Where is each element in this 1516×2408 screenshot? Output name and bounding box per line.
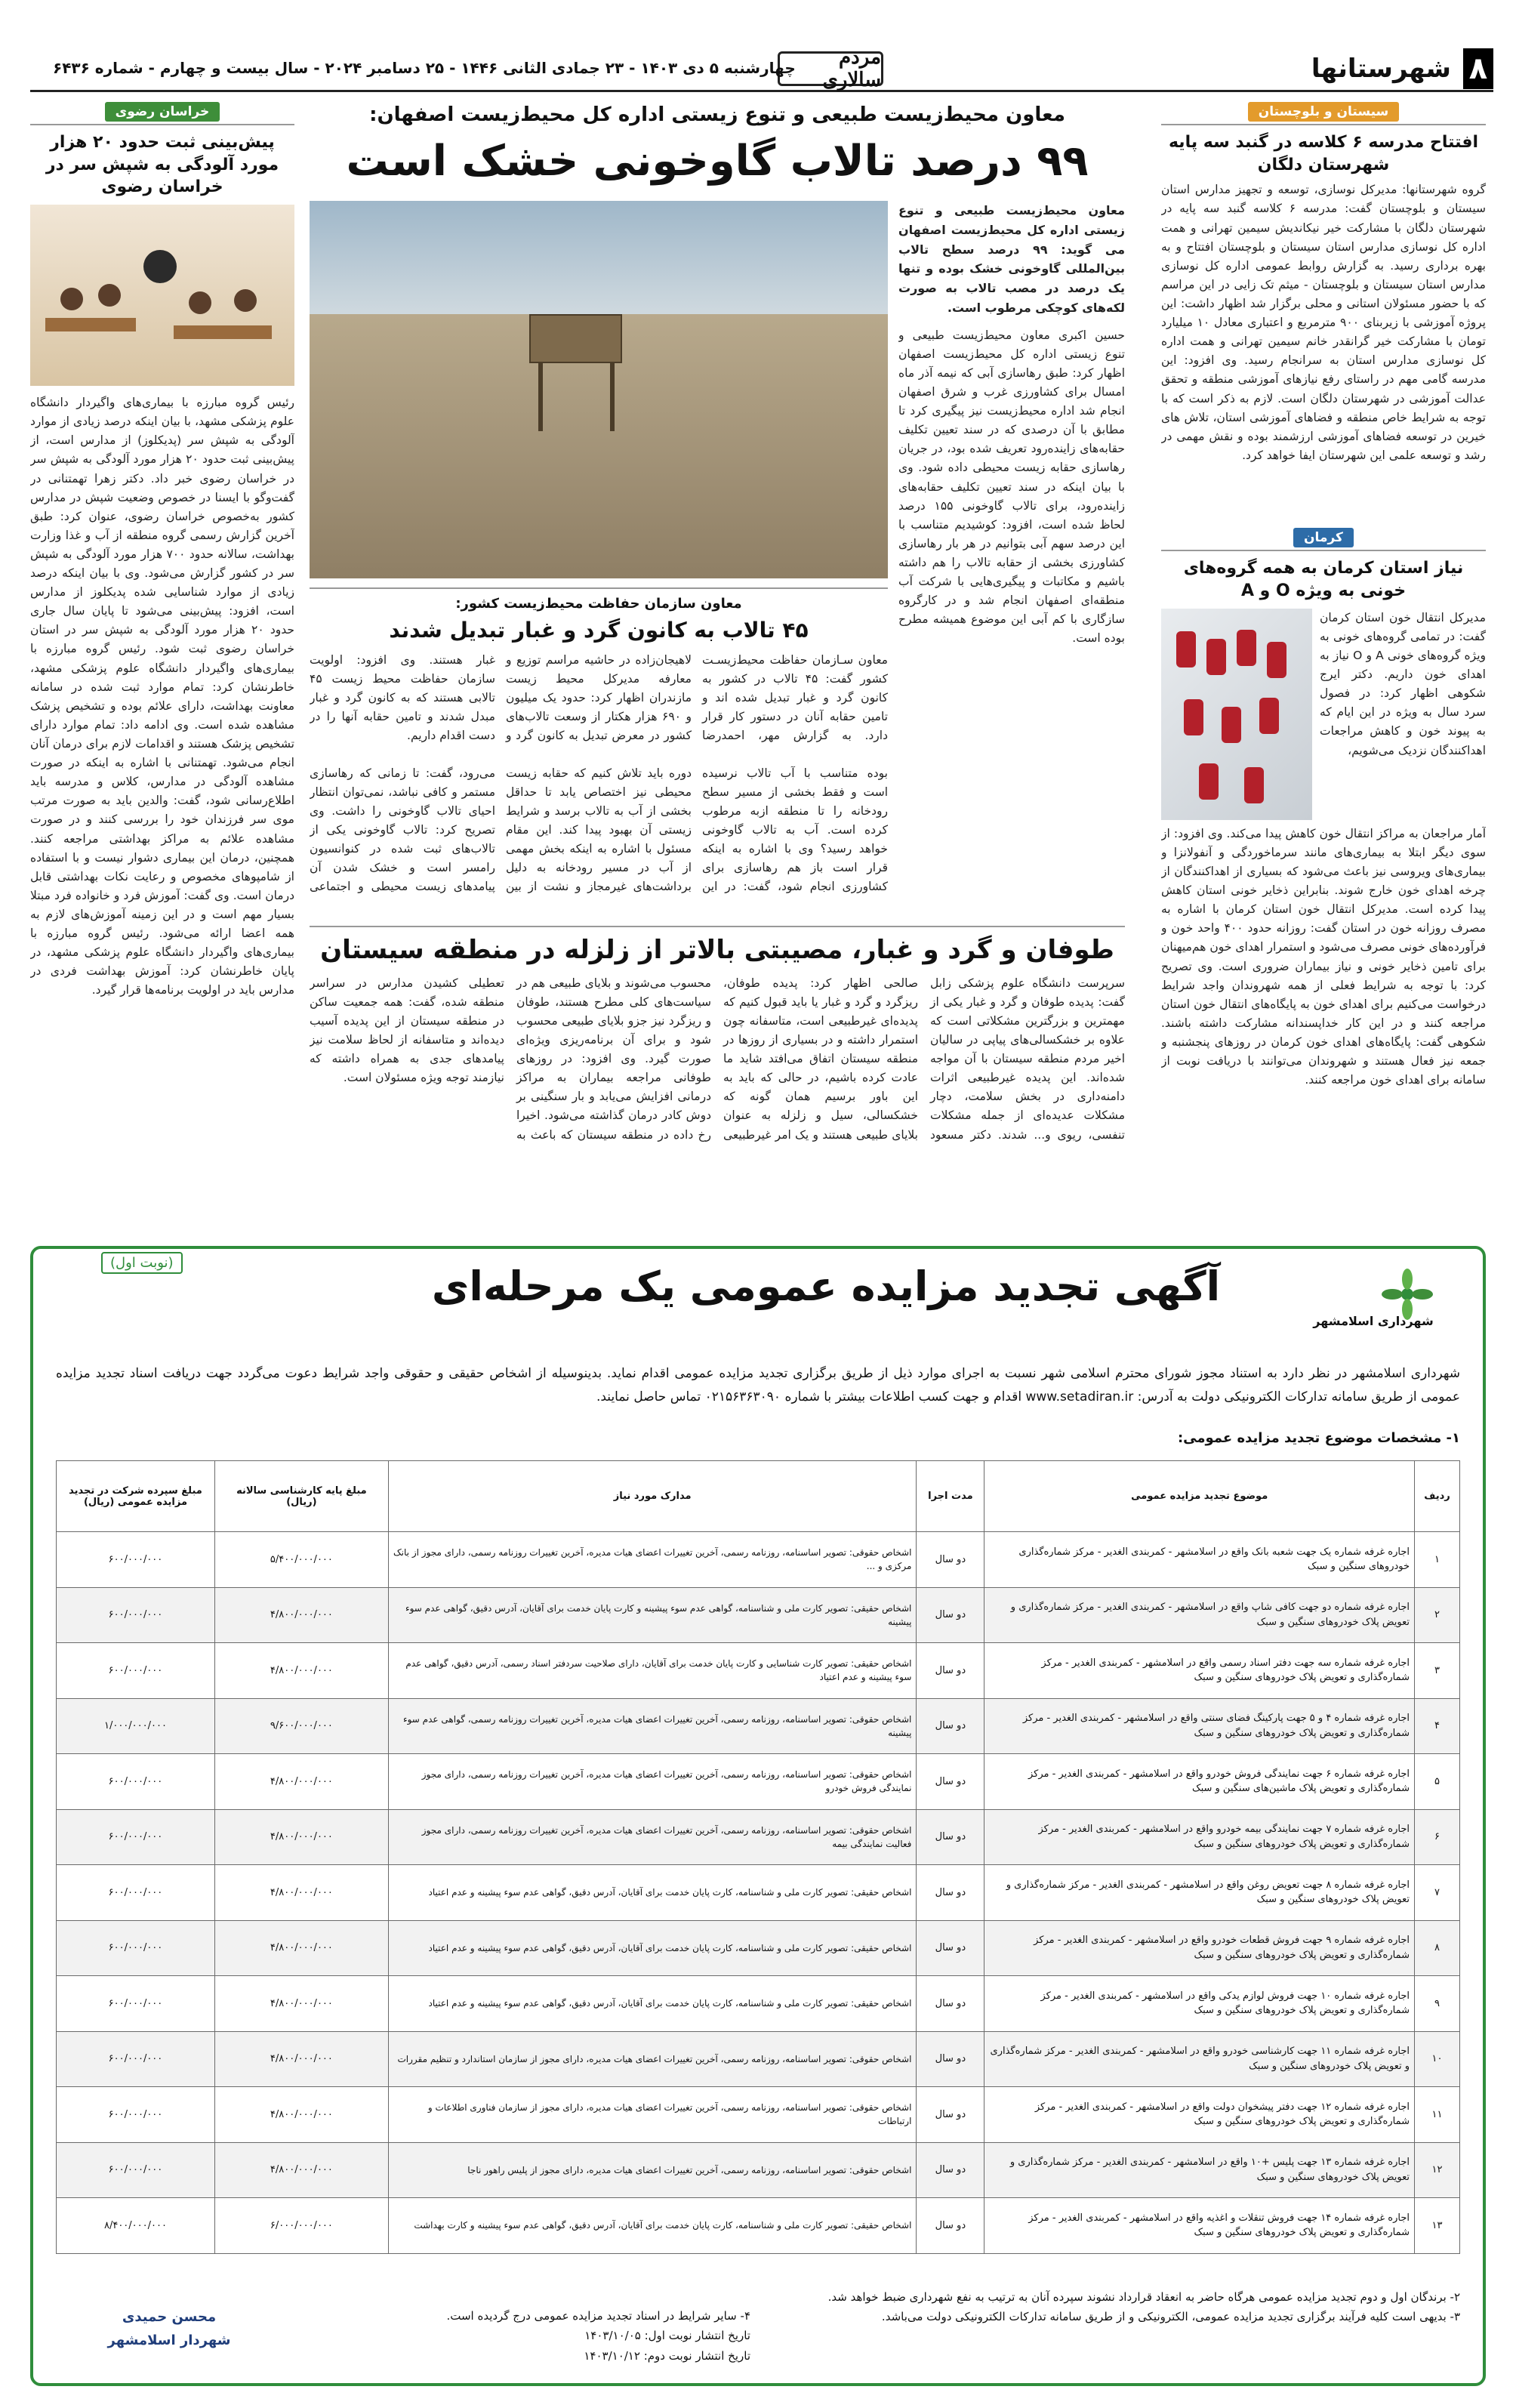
row-documents: اشخاص حقیقی: تصویر کارت ملی و شناسنامه، گواهی عدم سوء پیشینه و کارت پایان خدمت برای آقایان، آدرس دقیق، گواهی عدم سوء پیشینه [388,1587,917,1643]
table-row [57,1754,1460,1810]
row-duration: دو سال [917,1809,984,1865]
row-subject: اجاره غرفه شماره سه جهت دفتر اسناد رسمی واقع در اسلامشهر - کمربندی الغدیر - مرکز شماره‌گذاری و تعویض پلاک خودروهای سنگین و سبک [984,1643,1415,1699]
signer-title: شهردار اسلامشهر [107,2332,231,2348]
row-duration: دو سال [917,1587,984,1643]
story-body: حسین اکبری معاون محیط‌زیست طبیعی و تنوع زیستی اداره کل محیط‌زیست اصفهان اظهار کرد: طبق رهاسازی آبی که نیمه آذر ماه امسال برای کشاورزی غرب و شرق اصفهان انجام شد اداره محیط‌زیست نیز پیگیری کرد تا مطابق با آن درصدی که در سند تعیین تکلیف حقابه‌های زاینده‌رود تعریف شده بود، در جریان رهاسازی حقابه زیست محیطی داده شود. وی با بیان اینکه در سند تعیین تکلیف حقابه‌های زاینده‌رود، برای تالاب گاوخونی ۱۵۵ درصد لحاظ شده است، افزود: کوشیدیم متناسب با این درصد سهم آبی بتوانیم در هر بار رهاسازی کشاورزی بخشی از حقابه تالاب را هم داشته باشیم و مکاتبات و پیگیری‌هایی با شرکت آب منطقه‌ای اصفهان انجام شد و در کارگروه سازگاری با کم آبی این موضوع همیشه مطرح بوده است. [898,328,1125,646]
row-documents: اشخاص حقیقی: تصویر کارت ملی و شناسنامه، کارت پایان خدمت برای آقایان، آدرس دقیق، گواهی عدم سوء پیشینه و عدم اعتیاد [388,1865,917,1921]
row-base-price: ۴/۸۰۰/۰۰۰/۰۰۰ [214,1643,388,1699]
auction-table [56,1460,1460,2254]
table-row [57,2142,1460,2198]
table-row [57,1920,1460,1976]
row-duration: دو سال [917,2198,984,2254]
row-deposit: ۱/۰۰۰/۰۰۰/۰۰۰ [57,1698,215,1754]
story-body: رئیس گروه مبارزه با بیماری‌های واگیردار دانشگاه علوم پزشکی مشهد، با بیان اینکه درصد زیادی از موارد آلودگی به شپش سر (پدیکلوز) از مدارس است، از پیش‌بینی ثبت حدود ۲۰ هزار مورد آلودگی به شپش سر در خراسان رضوی خبر داد. دکتر زهرا تهمتنانی در گفت‌وگو با ایسنا در خصوص وضعیت شپش در مدارس کشور به‌خصوص خراسان رضوی، عنوان کرد: طبق آخرین گزارش رسمی گروه منطقه از آب و غذا وزارت بهداشت، سالانه حدود ۷۰۰ هزار مورد آلودگی به شپش سر در کشور گزارش می‌شود. وی با بیان اینکه درصد زیادی از موارد شناسایی شده پدیکلوز از مدارس است، افزود: پیش‌بینی می‌شود تا پایان سال جاری حدود ۲۰ هزار مورد آلودگی به شپش سر در استان خراسان رضوی ثبت شود. رئیس گروه مبارزه با بیماری‌های واگیردار دانشگاه علوم پزشکی مشهد، خاطرنشان کرد: تمام موارد ثبت شده در سامانه معاونت بهداشت، دارای علائم بوده و تشخیص پزشک مشاهده شده است. وی ادامه داد: تمام موارد دارای تشخیص پزشک هستند و اقدامات لازم برای درمان آنان انجام می‌شود. تهمتنانی با اشاره به اینکه در صورت مشاهده آلودگی در مدارس، کلاس و مدرسه باید اطلاع‌رسانی شود، گفت: والدین باید به صورت مرتب موی سر فرزندان خود را بررسی کنند و در صورت مشاهده علائم به مراکز بهداشتی مراجعه کنند. همچنین، درمان این بیماری دشوار نیست و با استفاده از شامپوهای مخصوص و رعایت نکات بهداشتی قابل درمان است. وی گفت: آموزش فرد و خانواده فرد مبتلا بسیار مهم است و در این زمینه آموزش‌های لازم به همه اعضا ارائه می‌شود. رئیس گروه مبارزه با بیماری‌های واگیردار دانشگاه علوم پزشکی مشهد، در پایان خاطرنشان کرد: آموزش بهداشت فردی در مدارس باید در اولویت برنامه‌ها قرار گیرد. [30,396,294,997]
row-subject: اجاره غرفه شماره ۹ جهت فروش قطعات خودرو واقع در اسلامشهر - کمربندی الغدیر - مرکز شماره‌گذاری و تعویض پلاک خودروهای سنگین و سبک [984,1920,1415,1976]
row-documents: اشخاص حقیقی: تصویر کارت ملی و شناسنامه، کارت پایان خدمت برای آقایان، آدرس دقیق، گواهی عدم سوء پیشینه و کارت بهداشت [388,2198,917,2254]
row-deposit: ۶۰۰/۰۰۰/۰۰۰ [57,1754,215,1810]
row-duration: دو سال [917,1976,984,2032]
row-documents: اشخاص حقوقی: تصویر اساسنامه، روزنامه رسمی، آخرین تغییرات اعضای هیات مدیره، آخرین تغییرات روزنامه رسمی، گواهی عدم سوء پیشینه [388,1698,917,1754]
row-index: ۷ [1415,1865,1460,1921]
row-subject: اجاره غرفه شماره ۱۰ جهت فروش لوازم یدکی واقع در اسلامشهر - کمربندی الغدیر - مرکز شماره‌گذاری و تعویض پلاک خودروهای سنگین و سبک [984,1976,1415,2032]
table-row [57,1809,1460,1865]
row-documents: اشخاص حقیقی: تصویر کارت ملی و شناسنامه، کارت پایان خدمت برای آقایان، آدرس دقیق، گواهی عدم سوء پیشینه و عدم اعتیاد [388,1920,917,1976]
story-headline: افتتاح مدرسه ۶ کلاسه در گنبد سه پایه شهرستان دلگان [1168,133,1479,174]
col-header: مبلغ پایه کارشناسی سالانه (ریال) [214,1461,388,1532]
table-row [57,2198,1460,2254]
main-headline: ۹۹ درصد تالاب گاوخونی خشک است [346,137,1089,187]
sign-board [529,314,622,363]
row-documents: اشخاص حقیقی: تصویر کارت شناسایی و کارت پایان خدمت برای آقایان، دارای صلاحیت سردفتر اسناد رسمی، آدرس دقیق، گواهی عدم سوء پیشینه و عدم اعتیاد [388,1643,917,1699]
ad-signature [56,2306,282,2352]
story-body-top: مدیرکل انتقال خون استان کرمان گفت: در تمامی گروه‌های خونی به ویژه گروه‌های خونی A و O نیاز به اهدای خون داریم. دکتر ایرج شکوهی اظهار کرد: در فصول سرد سال به ویژه در این ایام که به پیوند خون و کاهش مراجعات اهداکنندگان نزدیک می‌شویم، [1320,610,1486,757]
row-subject: اجاره غرفه شماره دو جهت کافی شاپ واقع در اسلامشهر - کمربندی الغدیر - مرکز شماره‌گذاری و تعویض پلاک خودروهای سنگین و سبک [984,1587,1415,1643]
blood-bags-photo [1161,609,1312,820]
row-duration: دو سال [917,1643,984,1699]
row-base-price: ۴/۸۰۰/۰۰۰/۰۰۰ [214,1865,388,1921]
row-duration: دو سال [917,2142,984,2198]
logo-text: شهرداری اسلامشهر [1313,1314,1434,1328]
ad-section-title: ۱- مشخصات موضوع تجدید مزایده عمومی: [1177,1430,1460,1446]
table-row [57,1643,1460,1699]
story-body: آمار مراجعان به مراکز انتقال خون کاهش پیدا می‌کند. وی افزود: از سوی دیگر ابتلا به بیماری‌های مانند سرماخوردگی و آنفولانزا و بیماری‌های ویروسی نیز باعث می‌شود که بسیاری از اهداکنندگان از چرخه اهدای خون خارج شوند. بنابراین ذخایر خونی استان کاهش پیدا کرده است. مدیرکل انتقال خون استان کرمان با اشاره به مصرف روزانه خون در استان گفت: روزانه حدود ۴۰۰ واحد خون و فرآورده‌های خونی مصرف می‌شود و استمرار اهدای خون هم‌میهنان برای تامین ذخایر خونی و نیاز بیماران ضروری است. وی تصریح کرد: با توجه به شرایط فعلی از همه شهروندان واجد شرایط درخواست می‌کنیم برای اهدای خون به پایگاه‌های انتقال خون استان مراجعه کنند و در این کار خداپسندانه مشارکت داشته باشند. شکوهی گفت: پایگاه‌های اهدای خون کرمان در روزهای پنجشنبه و جمعه نیز فعال هستند و شهروندان می‌توانند با دریافت نوبت از سامانه برای اهدای خون مراجعه کنند. [1161,826,1486,1087]
row-base-price: ۴/۸۰۰/۰۰۰/۰۰۰ [214,2087,388,2143]
section-label: خراسان رضوی [105,102,220,122]
left-column [30,102,294,1239]
auction-ad [30,1246,1486,2386]
row-deposit: ۶۰۰/۰۰۰/۰۰۰ [57,2031,215,2087]
masthead [30,47,1493,92]
row-subject: اجاره غرفه شماره یک جهت شعبه بانک واقع در اسلامشهر - کمربندی الغدیر - مرکز شماره‌گذاری خودروهای سنگین و سبک [984,1532,1415,1588]
row-base-price: ۴/۸۰۰/۰۰۰/۰۰۰ [214,1920,388,1976]
row-deposit: ۶۰۰/۰۰۰/۰۰۰ [57,2142,215,2198]
row-base-price: ۴/۸۰۰/۰۰۰/۰۰۰ [214,1976,388,2032]
row-base-price: ۴/۸۰۰/۰۰۰/۰۰۰ [214,1587,388,1643]
ad-title: آگهی تجدید مزایده عمومی یک مرحله‌ای [431,1263,1221,1310]
section-name: شهرستانها [1311,53,1451,84]
row-index: ۱۲ [1415,2142,1460,2198]
row-index: ۱۰ [1415,2031,1460,2087]
row-duration: دو سال [917,2087,984,2143]
col-header: موضوع تجدید مزایده عمومی [984,1461,1415,1532]
row-deposit: ۶۰۰/۰۰۰/۰۰۰ [57,1976,215,2032]
story-continued: بوده متناسب با آب تالاب نرسیده است و فقط بخشی از مسیر سطح رودخانه را تا منطقه ازبه مرطوب کرده است. آب به تالاب گاوخونی خواهد رسید؟ وی با اشاره به اینکه قرار است باز هم رهاسازی برای کشاورزی انجام شود، گفت: در این دوره باید تلاش کنیم که حقابه زیست محیطی نیز اختصاص یابد تا حداقل بخشی از آب به تالاب برسد و شرایط زیستی آن بهبود پیدا کند. این مقام مسئول با اشاره به اینکه بخش مهمی از آب در مسیر رودخانه به دلیل برداشت‌های غیرمجاز و نشت از بین می‌رود، گفت: تا زمانی که رهاسازی مستمر و کافی نباشد، نمی‌توان انتظار احیای تالاب گاوخونی را داشت. وی تصریح کرد: تالاب گاوخونی یکی از تالاب‌های ثبت شده در کنوانسیون رامسر است و خشک شدن آن پیامدهای زیست محیطی و اجتماعی [310,766,888,894]
signer-name: محسن حمیدی [122,2309,217,2325]
row-index: ۳ [1415,1643,1460,1699]
second-story-body: سرپرست دانشگاه علوم پزشکی زابل گفت: پدیده طوفان و گرد و غبار یکی از مهمترین و بزرگترین مشکلاتی است که علاوه بر خشکسالی‌های پیاپی در سالیان اخیر مردم منطقه سیستان با آن مواجه شده‌اند. این پدیده غیرطبیعی اثرات دامنه‌داری در بخش سلامت، دچار مشکلات عدیده‌ای از جمله مشکلات تنفسی، ریوی و... شدند. دکتر مسعود صالحی اظهار کرد: پدیده طوفان، ریزگرد و گرد و غبار یا باید قبول کنیم که پدیده‌ای غیرطبیعی است، متاسفانه چون استمرار داشته و در بسیاری از روزها در منطقه سیستان اتفاق می‌افتد شاید ما عادت کرده باشیم، در حالی که باید به این باور برسیم همان گونه که خشکسالی، سیل و زلزله به عنوان بلایای طبیعی هستند و یک امر غیرطبیعی محسوب می‌شوند و بلایای طبیعی هم در سیاست‌های کلی مطرح هستند، طوفان و ریزگرد نیز جزو بلایای طبیعی محسوب شود و برای آن برنامه‌ریزی ویژه‌ای صورت گیرد. وی افزود: در روزهای طوفانی مراجعه بیماران به مراکز درمانی افزایش می‌یابد و بار سنگینی بر دوش کادر درمان گذاشته می‌شود. اخیرا رخ داده در منطقه سیستان که باعث به تعطیلی کشیدن مدارس در سراسر منطقه شده، گفت: همه جمعیت ساکن در منطقه سیستان از این پدیده آسیب دیده‌اند و متاسفانه از لحاظ سلامت نیز پیامدهای جدی به همراه داشته که نیازمند توجه ویژه مسئولان است. [310,976,1125,1142]
row-documents: اشخاص حقوقی: تصویر اساسنامه، روزنامه رسمی، آخرین تغییرات اعضای هیات مدیره، دارای مجوز از پلیس راهور ناجا [388,2142,917,2198]
row-index: ۶ [1415,1809,1460,1865]
row-duration: دو سال [917,1754,984,1810]
row-base-price: ۵/۴۰۰/۰۰۰/۰۰۰ [214,1532,388,1588]
row-deposit: ۶۰۰/۰۰۰/۰۰۰ [57,1532,215,1588]
story-body: گروه شهرستانها: مدیرکل نوسازی، توسعه و تجهیز مدارس استان سیستان و بلوچستان گفت: مدرسه ۶ کلاسه گنبد سه پایه در شهرستان دلگان با مشارکت خیر نیکاندیش سیمین تهرانی و همت اداره کل نوسازی مدارس استان سیستان و بلوچستان افتتاح و به بهره برداری رسید. به گزارش روابط عمومی اداره کل نوسازی مدارس استان سیستان و بلوچستان - میثم تک زایی در این مراسم که با حضور مسئولان استانی و محلی برگزار شد اظهار داشت: این پروژه آموزشی با زیربنای ۹۰۰ مترمربع و اعتباری معادل ۱۰ میلیارد تومان با مشارکت خیر گرانقدر خانم سیمین تهرانی و همت اداره کل نوسازی مدارس استان به سرانجام رسید. وی افزود: این مدرسه گامی مهم در راستای رفع نیازهای آموزشی منطقه و تحقق عدالت آموزشی در شهرستان دلگان است. لازم به ذکر است که با توجه به شرایط خاص منطقه و فضاهای آموزشی استان، تلاش های خیرین در توسعه فضاهای آموزشی ارزشمند بوده و نقش مهمی در رشد و توسعه علمی این شهرستان ایفا خواهد کرد. [1161,183,1486,462]
story-supertitle: معاون محیط‌زیست طبیعی و تنوع زیستی اداره کل محیط‌زیست اصفهان: [369,103,1065,126]
table-row [57,1587,1460,1643]
table-row [57,1532,1460,1588]
row-subject: اجاره غرفه شماره ۶ جهت نمایندگی فروش خودرو واقع در اسلامشهر - کمربندی الغدیر - مرکز شماره‌گذاری و تعویض پلاک ماشین‌های سنگین و سبک [984,1754,1415,1810]
issue-line: چهارشنبه ۵ دی ۱۴۰۳ - ۲۳ جمادی الثانی ۱۴۴۶ - ۲۵ دسامبر ۲۰۲۴ - سال بیست و چهارم - شماره ۶۴۳۶ [53,59,796,77]
row-deposit: ۶۰۰/۰۰۰/۰۰۰ [57,1865,215,1921]
row-index: ۲ [1415,1587,1460,1643]
row-duration: دو سال [917,2031,984,2087]
table-row [57,1865,1460,1921]
row-base-price: ۴/۸۰۰/۰۰۰/۰۰۰ [214,1809,388,1865]
row-subject: اجاره غرفه شماره ۱۱ جهت کارشناسی خودرو واقع در اسلامشهر - کمربندی الغدیر - مرکز شماره‌گذاری و تعویض پلاک خودروهای سنگین و سبک [984,2031,1415,2087]
classroom-photo [30,205,294,386]
row-deposit: ۶۰۰/۰۰۰/۰۰۰ [57,2087,215,2143]
col-header: مدت اجرا [917,1461,984,1532]
row-documents: اشخاص حقوقی: تصویر اساسنامه، روزنامه رسمی، آخرین تغییرات اعضای هیات مدیره، آخرین تغییرات روزنامه رسمی، دارای مجوز فعالیت نمایندگی بیمه [388,1809,917,1865]
story-lead: معاون محیط‌زیست طبیعی و تنوع زیستی اداره کل محیط‌زیست اصفهان می گوید: ۹۹ درصد سطح تالاب بین‌المللی گاوخونی خشک بوده و تنها یک درصد در مصب تالاب به صورت لکه‌های کوچکی مرطوب است. [898,202,1125,316]
row-subject: اجاره غرفه شماره ۷ جهت نمایندگی بیمه خودرو واقع در اسلامشهر - کمربندی الغدیر - مرکز شماره‌گذاری و تعویض پلاک خودروهای سنگین و سبک [984,1809,1415,1865]
publish-date-1: تاریخ انتشار نوبت اول: ۱۴۰۳/۱۰/۰۵ [584,2329,750,2343]
caption-body: معاون سـازمان حفاظت محیط‌زیسـت کشور گفت: ۴۵ تالاب در کشور به کانون گرد و غبار تبدیل شده اند و تامین حقابه آنان در دستور کار قرار دارد. به گزارش مهر، احمدرضا لاهیجان‌زاده در حاشیه مراسم توزیع و معارفه مدیرکل محیط زیست مازندران اظهار کرد: حدود یک میلیون و ۶۹۰ هزار هکتار از وسعت تالاب‌های کشور در معرض تبدیل به کانون گرد و غبار هستند. وی افزود: اولویت سازمان حفاظت محیط زیست ۴۵ تالابی هستند که به کانون گرد و غبار مبدل شدند و تامین حقابه آنها را در دست اقدام داریم. [310,652,888,743]
row-subject: اجاره غرفه شماره ۴ و ۵ جهت پارکینگ فضای سنتی واقع در اسلامشهر - کمربندی الغدیر - مرکز شماره‌گذاری و تعویض پلاک خودروهای سنگین و سبک [984,1698,1415,1754]
table-row [57,1698,1460,1754]
row-duration: دو سال [917,1865,984,1921]
row-documents: اشخاص حقوقی: تصویر اساسنامه، روزنامه رسمی، آخرین تغییرات اعضای هیات مدیره، دارای مجوز از سازمان استاندارد و تنظیم مقررات [388,2031,917,2087]
caption-title: ۴۵ تالاب به کانون گرد و غبار تبدیل شدند [389,617,809,643]
row-documents: اشخاص حقوقی: تصویر اساسنامه، روزنامه رسمی، آخرین تغییرات اعضای هیات مدیره، آخرین تغییرات روزنامه رسمی، دارای مجوز از بانک مرکزی و ... [388,1532,917,1588]
col-header: ردیف [1415,1461,1460,1532]
flower-logo-icon [1309,1264,1437,1340]
second-headline: طوفان و گرد و غبار، مصیبتی بالاتر از زلزله در منطقه سیستان [320,934,1114,965]
col-header: مدارک مورد نیاز [388,1461,917,1532]
row-base-price: ۶/۰۰۰/۰۰۰/۰۰۰ [214,2198,388,2254]
row-index: ۴ [1415,1698,1460,1754]
note: ۴- سایر شرایط در اسناد تجدید مزایده عمومی درج گردیده است. [446,2309,750,2323]
row-base-price: ۴/۸۰۰/۰۰۰/۰۰۰ [214,1754,388,1810]
row-documents: اشخاص حقوقی: تصویر اساسنامه، روزنامه رسمی، آخرین تغییرات اعضای هیات مدیره، دارای مجوز از سازمان فناوری اطلاعات و ارتباطات [388,2087,917,2143]
row-index: ۱۱ [1415,2087,1460,2143]
page-number: ۸ [1463,48,1493,89]
row-index: ۹ [1415,1976,1460,2032]
section-label: کرمان [1293,528,1354,547]
row-base-price: ۹/۶۰۰/۰۰۰/۰۰۰ [214,1698,388,1754]
ad-round-tag: (نوبت اول) [101,1252,183,1274]
center-column [310,102,1125,1178]
right-column [1161,102,1486,1232]
note: ۳- بدیهی است کلیه فرآیند برگزاری تجدید مزایده عمومی، الکترونیکی و از طریق سامانه تدارکات الکترونیکی دولت می‌باشد. [881,2310,1460,2324]
row-deposit: ۶۰۰/۰۰۰/۰۰۰ [57,1809,215,1865]
row-documents: اشخاص حقیقی: تصویر کارت ملی و شناسنامه، کارت پایان خدمت برای آقایان، آدرس دقیق، گواهی عدم سوء پیشینه و عدم اعتیاد [388,1976,917,2032]
ad-dates [328,2306,750,2366]
row-deposit: ۶۰۰/۰۰۰/۰۰۰ [57,1920,215,1976]
note: ۲- برندگان اول و دوم تجدید مزایده عمومی هرگاه حاضر به انعقاد قرارداد نشوند سپرده آنان به ترتیب به نفع شهرداری ضبط خواهد شد. [827,2290,1460,2304]
newspaper-logo: مردم سالاری [778,51,883,86]
row-duration: دو سال [917,1698,984,1754]
col-header: مبلغ سپرده شرکت در تجدید مزایده عمومی (ریال) [57,1461,215,1532]
story-headline: نیاز استان کرمان به همه گروه‌های خونی به ویژه O و A [1183,559,1464,601]
row-duration: دو سال [917,1920,984,1976]
row-subject: اجاره غرفه شماره ۱۴ جهت فروش تنقلات و اغذیه واقع در اسلامشهر - کمربندی الغدیر - مرکز شماره‌گذاری و تعویض پلاک خودروهای سنگین و سبک [984,2198,1415,2254]
story-headline: پیش‌بینی ثبت حدود ۲۰ هزار مورد آلودگی به شپش سر در خراسان رضوی [45,133,279,197]
row-subject: اجاره غرفه شماره ۱۳ جهت پلیس +۱۰ واقع در اسلامشهر - کمربندی الغدیر - مرکز شماره‌گذاری و تعویض پلاک خودروهای سنگین و سبک [984,2142,1415,2198]
row-documents: اشخاص حقوقی: تصویر اساسنامه، روزنامه رسمی، آخرین تغییرات اعضای هیات مدیره، آخرین تغییرات روزنامه رسمی، دارای مجوز نمایندگی فروش خودرو [388,1754,917,1810]
section-label: سیستان و بلوچستان [1248,102,1400,122]
row-deposit: ۶۰۰/۰۰۰/۰۰۰ [57,1643,215,1699]
row-base-price: ۴/۸۰۰/۰۰۰/۰۰۰ [214,2031,388,2087]
municipality-logo [1309,1264,1437,1340]
table-row [57,2087,1460,2143]
row-index: ۱۳ [1415,2198,1460,2254]
row-index: ۸ [1415,1920,1460,1976]
table-header-row [57,1461,1460,1532]
ad-intro: شهرداری اسلامشهر در نظر دارد به استناد مجوز شورای محترم اسلامی شهر نسبت به اجرای موارد ذیل از طریق برگزاری تجدید مزایده عمومی اقدام نماید. بدینوسیله از اشخاص حقیقی و حقوقی واجد شرایط دعوت می‌گردد جهت دریافت اسناد تجدید مزایده عمومی از طریق سامانه تدارکات الکترونیکی دولت به آدرس: www.setadiran.ir اقدام و جهت کسب اطلاعات بیشتر با شماره ۰۲۱۵۶۳۶۳۰۹۰ تماس حاصل نمایند. [56,1366,1460,1404]
row-index: ۵ [1415,1754,1460,1810]
row-duration: دو سال [917,1532,984,1588]
row-subject: اجاره غرفه شماره ۸ جهت تعویض روغن واقع در اسلامشهر - کمربندی الغدیر - مرکز شماره‌گذاری و تعویض پلاک خودروهای سنگین و سبک [984,1865,1415,1921]
publish-date-2: تاریخ انتشار نوبت دوم: ۱۴۰۳/۱۰/۱۲ [584,2348,750,2363]
row-subject: اجاره غرفه شماره ۱۲ جهت دفتر پیشخوان دولت واقع در اسلامشهر - کمربندی الغدیر - مرکز شماره‌گذاری و تعویض پلاک خودروهای سنگین و سبک [984,2087,1415,2143]
caption-kicker: معاون سازمان حفاظت محیط‌زیست کشور: [455,595,742,612]
table-row [57,1976,1460,2032]
table-row [57,2031,1460,2087]
row-base-price: ۴/۸۰۰/۰۰۰/۰۰۰ [214,2142,388,2198]
row-index: ۱ [1415,1532,1460,1588]
wetland-photo [310,201,888,578]
row-deposit: ۶۰۰/۰۰۰/۰۰۰ [57,1587,215,1643]
row-deposit: ۸/۴۰۰/۰۰۰/۰۰۰ [57,2198,215,2254]
